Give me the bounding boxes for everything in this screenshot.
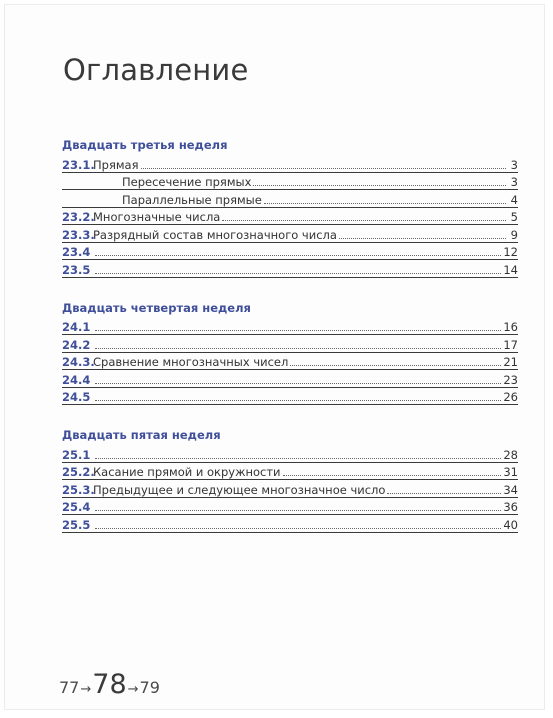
toc-section [62,135,518,278]
entry-page-number: 3 [510,175,518,189]
entry-number: 23.5 [62,262,91,277]
dot-leader [95,330,501,331]
toc-section [62,425,518,533]
dot-leader [339,238,506,239]
toc-section [62,298,518,406]
toc-entry[interactable] [62,208,518,226]
entry-page-number: 28 [503,447,518,462]
toc-entry[interactable] [62,190,518,208]
page-title: Оглавление [63,53,249,87]
toc-entry[interactable] [62,515,518,533]
toc-entry[interactable] [62,260,518,278]
toc-entry[interactable] [62,445,518,463]
dot-leader [222,220,506,221]
entry-page-number: 14 [503,262,518,277]
dot-leader [95,383,501,384]
entry-page-number: 34 [503,482,518,497]
entry-page-number: 12 [503,245,518,259]
entry-number: 25.4 [62,500,91,514]
toc-entry[interactable] [62,370,518,388]
entry-page-number: 3 [510,157,518,172]
entry-label: Касание прямой и окружности [93,465,281,479]
entry-number: 25.1 [62,447,91,462]
toc-entry[interactable] [62,318,518,336]
dot-leader [95,400,501,401]
toc-entry[interactable] [62,388,518,406]
entry-label: Сравнение многозначных чисел [93,355,289,369]
entry-page-number: 16 [503,320,518,334]
section-heading: Двадцать четвертая неделя [62,300,251,315]
entry-label: Пересечение прямых [122,175,252,189]
section-heading: Двадцать третья неделя [62,138,228,152]
next-page-number[interactable]: 79 [139,678,160,697]
entry-page-number: 36 [503,500,518,514]
dot-leader [95,273,501,274]
entry-label: Прямая [93,157,139,172]
entry-number: 25.5 [62,517,91,532]
entry-page-number: 40 [503,517,518,532]
arrow-right-icon: → [80,682,92,697]
book-page [4,4,545,710]
dot-leader [387,493,501,494]
section-heading: Двадцать пятая неделя [62,428,221,442]
dot-leader [264,203,506,204]
toc-entry[interactable] [62,225,518,243]
toc-entry[interactable] [62,353,518,371]
arrow-right-icon: → [127,682,139,697]
entry-number: 23.1. [62,157,95,172]
entry-number: 24.2 [62,337,91,352]
dot-leader [290,365,501,366]
entry-page-number: 4 [510,192,518,207]
entry-label: Предыдущее и следующее многозначное число [93,482,386,497]
entry-page-number: 5 [510,210,518,224]
entry-label: Параллельные прямые [122,192,262,207]
entry-number: 24.3. [62,355,95,369]
table-of-contents [62,135,518,553]
toc-entry[interactable] [62,155,518,173]
entry-page-number: 23 [503,372,518,387]
entry-page-number: 21 [503,355,518,369]
entry-page-number: 9 [510,227,518,242]
dot-leader [141,168,506,169]
entry-label: Многозначные числа [93,210,221,224]
entry-number: 23.3. [62,227,95,242]
toc-entry[interactable] [62,243,518,261]
current-page-number: 78 [92,669,127,700]
dot-leader [283,475,502,476]
toc-entry[interactable] [62,335,518,353]
entry-page-number: 31 [503,465,518,479]
entry-number: 24.5 [62,390,91,404]
dot-leader [95,510,501,511]
toc-entry[interactable] [62,498,518,516]
entry-number: 23.4 [62,245,91,259]
dot-leader [95,348,501,349]
dot-leader [95,458,501,459]
dot-leader [253,185,506,186]
entry-page-number: 17 [503,337,518,352]
toc-entry[interactable] [62,173,518,191]
entry-label: Разрядный состав многозначного числа [93,227,337,242]
entry-number: 24.1 [62,320,91,334]
entry-page-number: 26 [503,390,518,404]
dot-leader [95,255,501,256]
toc-entry[interactable] [62,480,518,498]
entry-number: 25.2. [62,465,95,479]
dot-leader [95,528,501,529]
page-navigation [59,669,160,700]
entry-number: 23.2. [62,210,95,224]
entry-number: 24.4 [62,372,91,387]
entry-number: 25.3. [62,482,95,497]
prev-page-number[interactable]: 77 [59,678,80,697]
toc-entry[interactable] [62,463,518,481]
